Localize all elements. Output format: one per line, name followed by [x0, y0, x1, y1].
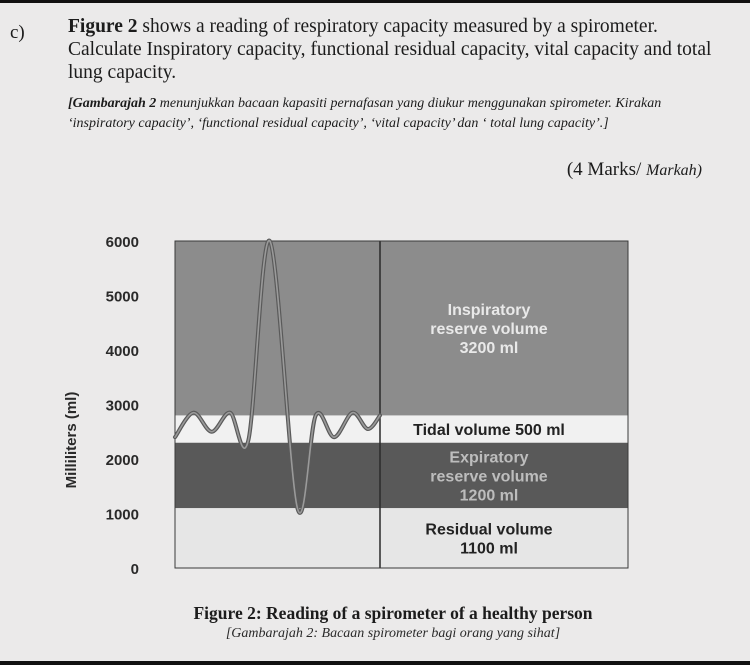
y-tick-label: 4000	[105, 343, 139, 360]
figure-caption-malay: [Gambarajah 2: Bacaan spirometer bagi orang yang sihat]	[225, 626, 561, 641]
y-tick-label: 1000	[105, 506, 139, 524]
band-label-3-line-2: 3200 ml	[459, 340, 519, 358]
marks-malay: Markah)	[646, 162, 702, 179]
y-tick-label: 6000	[105, 234, 139, 251]
y-tick-label: 5000	[105, 288, 139, 306]
band-label-3-line-1: reserve volume	[430, 321, 548, 339]
band-label-3-line-0: Inspiratory	[447, 302, 531, 320]
question-letter: c)	[10, 22, 25, 43]
y-axis-label: Milliliters (ml)	[63, 391, 80, 489]
y-tick-label: 3000	[105, 397, 139, 415]
band-label-1-line-1: reserve volume	[430, 468, 548, 486]
band-label-2-line-0: Tidal volume 500 ml	[413, 422, 565, 440]
figure-caption: Figure 2: Reading of a spirometer of a healthy person	[193, 603, 593, 623]
y-tick-label: 2000	[105, 452, 139, 469]
gambarajah-reference: [Gambarajah 2	[68, 96, 157, 111]
band-label-1-line-2: 1200 ml	[459, 487, 519, 505]
band-label-0-line-1: 1100 ml	[460, 540, 518, 558]
y-tick-label: 0	[130, 561, 139, 578]
volume-band-3	[175, 241, 628, 415]
question-body-malay: menunjukkan bacaan kapasiti pernafasan yang diukur menggunakan spirometer. Kirakan ‘inspiratory capacity’, ‘functional residual capacity’, ‘vital capacity’ dan ‘ total lung capacity’.]	[68, 96, 662, 131]
marks-english: (4 Marks/	[566, 159, 642, 180]
band-label-0-line-0: Residual volume	[425, 521, 553, 539]
volume-band-1	[175, 443, 628, 508]
volume-band-0	[175, 508, 628, 568]
question-body-english: shows a reading of respiratory capacity measured by a spirometer. Calculate Inspiratory capacity, functional residual capacity, vital capacity and total lung capacity.	[68, 16, 712, 83]
figure-reference: Figure 2	[68, 16, 138, 37]
band-label-1-line-0: Expiratory	[449, 449, 529, 467]
